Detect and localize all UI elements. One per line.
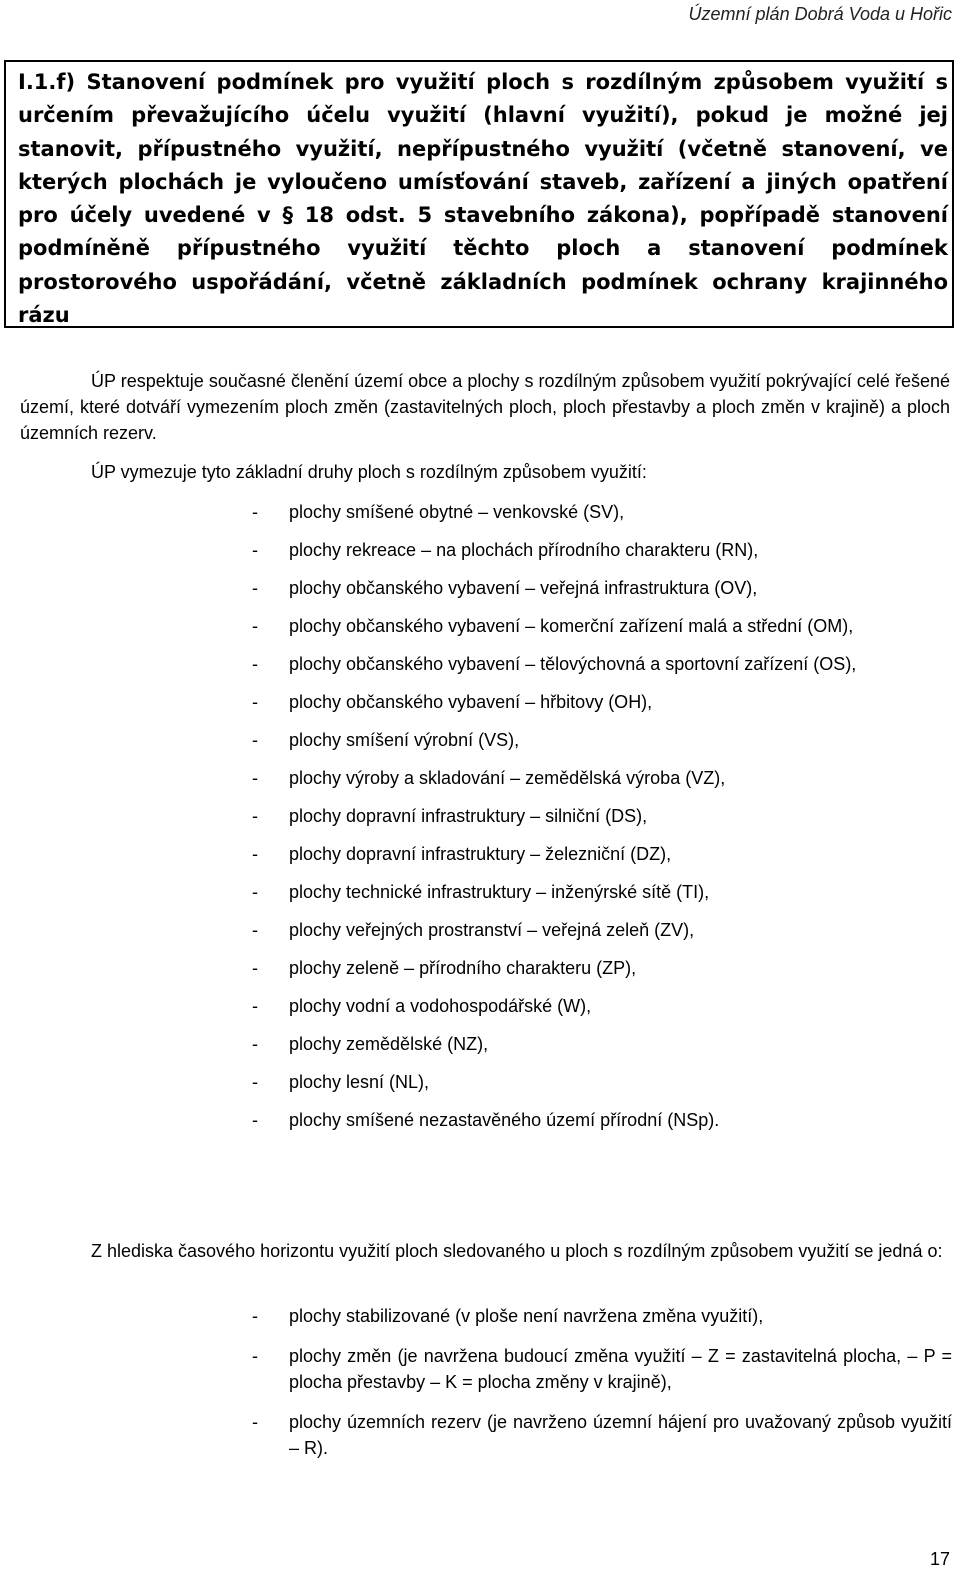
list-dash-marker: -: [252, 806, 258, 826]
list-item-text: plochy dopravní infrastruktury – silniční (DS),: [289, 806, 648, 826]
list-dash-marker: -: [252, 1306, 258, 1326]
list-dash-marker: -: [252, 1110, 258, 1130]
list-item-text: plochy smíšené nezastavěného území přírodní (NSp).: [289, 1110, 720, 1130]
list-dash-marker: -: [252, 616, 258, 636]
list-item-text: plochy vodní a vodohospodářské (W),: [289, 996, 592, 1016]
area-types-list: [252, 499, 952, 1145]
list-dash-marker: -: [252, 578, 258, 598]
list-item: [252, 651, 952, 677]
list-item: [252, 689, 952, 715]
list-item: [252, 1343, 952, 1395]
list-item-text: plochy občanského vybavení – hřbitovy (OH),: [289, 692, 653, 712]
list-item-text: plochy občanského vybavení – veřejná infrastruktura (OV),: [289, 578, 758, 598]
list-dash-marker: -: [252, 882, 258, 902]
paragraph-time-horizon: Z hlediska časového horizontu využití ploch sledovaného u ploch s rozdílným způsobem využití se jedná o:: [91, 1241, 943, 1261]
list-item-text: plochy technické infrastruktury – inženýrské sítě (TI),: [289, 882, 710, 902]
list-item: [252, 879, 952, 905]
list-dash-marker: -: [252, 692, 258, 712]
list-item-text: plochy výroby a skladování – zemědělská výroba (VZ),: [289, 768, 726, 788]
list-dash-marker: -: [252, 768, 258, 788]
list-dash-marker: -: [252, 1034, 258, 1054]
list-item-text: plochy změn (je navržena budoucí změna využití – Z = zastavitelná plocha, – P = plocha přestavby – K = plocha změny v krajině),: [289, 1346, 952, 1392]
list-dash-marker: -: [252, 920, 258, 940]
list-item: [252, 993, 952, 1019]
list-dash-marker: -: [252, 502, 258, 522]
list-dash-marker: -: [252, 958, 258, 978]
list-item: [252, 1031, 952, 1057]
running-header-title: Územní plán Dobrá Voda u Hořic: [688, 4, 952, 24]
list-item: [252, 765, 952, 791]
list-item: [252, 613, 952, 639]
list-item: [252, 1303, 952, 1329]
list-dash-marker: -: [252, 654, 258, 674]
list-item: [252, 1069, 952, 1095]
list-item-text: plochy územních rezerv (je navrženo územní hájení pro uvažovaný způsob využití – R).: [289, 1412, 952, 1458]
list-item-text: plochy občanského vybavení – komerční zařízení malá a střední (OM),: [289, 616, 854, 636]
section-heading-box: [4, 60, 954, 328]
list-item: [252, 575, 952, 601]
list-dash-marker: -: [252, 1346, 258, 1366]
list-item: [252, 955, 952, 981]
list-item-text: plochy zeleně – přírodního charakteru (ZP),: [289, 958, 637, 978]
list-dash-marker: -: [252, 1412, 258, 1432]
page-number: 17: [929, 1549, 950, 1569]
list-item-text: plochy zemědělské (NZ),: [289, 1034, 489, 1054]
list-item: [252, 1107, 952, 1133]
list-dash-marker: -: [252, 730, 258, 750]
time-paragraph-block: [20, 1238, 950, 1264]
list-item-text: plochy občanského vybavení – tělovýchovná a sportovní zařízení (OS),: [289, 654, 857, 674]
section-heading: I.1.f) Stanovení podmínek pro využití ploch s rozdílným způsobem využití s určením převažujícího účelu využití (hlavní využití), pokud je možné jej stanovit, přípustného využití, nepřípustného využití (včetně stanovení, ve kterých plochách je vyloučeno umísťování staveb, zařízení a jiných opatření pro účely uvedené v § 18 odst. 5 stavebního zákona), popřípadě stanovení podmíněně přípustného využití těchto ploch a stanovení podmínek prostorového uspořádání, včetně základních podmínek ochrany krajinného rázu: [18, 70, 948, 328]
list-item-text: plochy smíšení výrobní (VS),: [289, 730, 520, 750]
intro-paragraph-block: [20, 368, 950, 446]
list-item: [252, 499, 952, 525]
list-dash-marker: -: [252, 540, 258, 560]
time-types-list: [252, 1303, 952, 1475]
list-item-text: plochy rekreace – na plochách přírodního charakteru (RN),: [289, 540, 759, 560]
list-item-text: plochy stabilizované (v ploše není navržena změna využití),: [289, 1306, 764, 1326]
paragraph-area-types-intro: ÚP vymezuje tyto základní druhy ploch s rozdílným způsobem využití:: [91, 462, 647, 482]
list-item: [252, 1409, 952, 1461]
list-item: [252, 841, 952, 867]
list-dash-marker: -: [252, 1072, 258, 1092]
list-item: [252, 727, 952, 753]
list-item-text: plochy veřejných prostranství – veřejná zeleň (ZV),: [289, 920, 695, 940]
list-dash-marker: -: [252, 844, 258, 864]
list-item-text: plochy lesní (NL),: [289, 1072, 430, 1092]
list-item-text: plochy smíšené obytné – venkovské (SV),: [289, 502, 625, 522]
list-dash-marker: -: [252, 996, 258, 1016]
list-item-text: plochy dopravní infrastruktury – železniční (DZ),: [289, 844, 672, 864]
paragraph-respect: ÚP respektuje současné členění území obce a plochy s rozdílným způsobem využití pokrývající celé řešené území, které dotváří vymezením ploch změn (zastavitelných ploch, ploch přestavby a ploch změn v krajině) a ploch územních rezerv.: [20, 371, 950, 443]
list-item: [252, 537, 952, 563]
list-item: [252, 803, 952, 829]
list-item: [252, 917, 952, 943]
